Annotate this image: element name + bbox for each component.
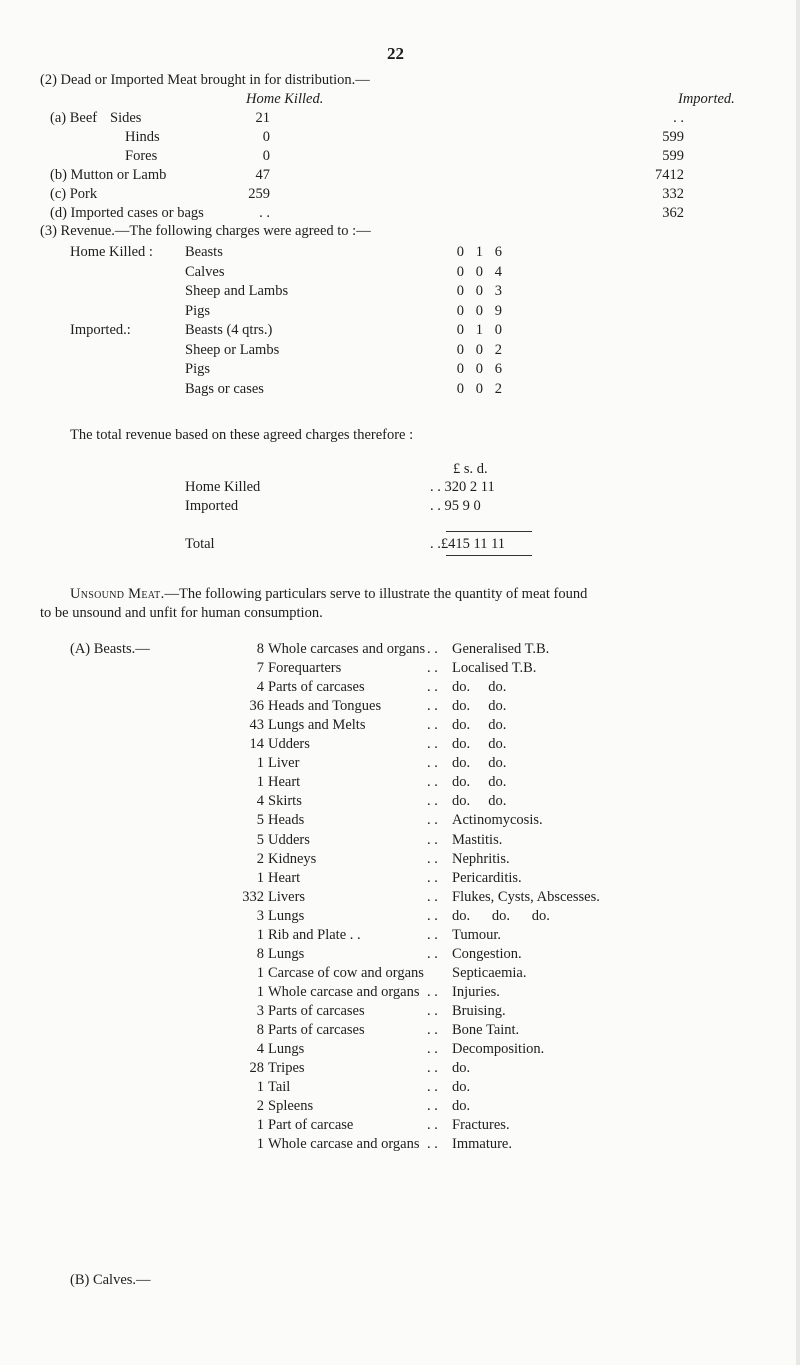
unsound-qty: 2 bbox=[256, 1098, 264, 1115]
page-number: 22 bbox=[387, 44, 404, 63]
unsound-item: Parts of carcases bbox=[268, 679, 365, 696]
unsound-item: Forequarters bbox=[268, 660, 342, 677]
unsound-dots: . . bbox=[427, 850, 438, 867]
revenue-pence: 9 bbox=[494, 302, 502, 319]
revenue-group-label: Imported.: bbox=[70, 322, 131, 338]
unsound-reason: do. do. bbox=[452, 793, 507, 810]
meat-imported-value: 599 bbox=[662, 129, 684, 145]
meat-home-value: 47 bbox=[255, 167, 270, 183]
unsound-line2: to be unsound and unfit for human consumption. bbox=[40, 605, 323, 621]
unsound-reason: do. do. do. bbox=[452, 907, 550, 924]
revenue-pence: 6 bbox=[494, 244, 502, 260]
unsound-reason: do. do. bbox=[452, 698, 507, 715]
revenue-shillings: 0 bbox=[475, 341, 483, 358]
unsound-dots: . . bbox=[427, 812, 438, 829]
meat-row-label: (d) Imported cases or bags bbox=[50, 205, 204, 221]
unsound-reason: Bruising. bbox=[452, 1002, 506, 1019]
unsound-qty: 8 bbox=[256, 945, 264, 962]
revenue-pence: 2 bbox=[494, 341, 502, 358]
unsound-item: Liver bbox=[268, 755, 300, 772]
unsound-dots: . . bbox=[427, 888, 438, 905]
unsound-dots: . . bbox=[427, 698, 438, 715]
unsound-reason: do. do. bbox=[452, 755, 507, 772]
unsound-dots: . . bbox=[427, 945, 438, 962]
unsound-item: Rib and Plate . . bbox=[268, 926, 361, 943]
total-sentence: The total revenue based on these agreed charges therefore : bbox=[70, 427, 414, 443]
unsound-reason: do. do. bbox=[452, 717, 507, 734]
revenue-pounds: 0 bbox=[456, 244, 464, 260]
unsound-reason: do. bbox=[452, 1098, 471, 1115]
meat-home-value: . . bbox=[259, 205, 270, 221]
unsound-qty: 8 bbox=[256, 641, 264, 657]
revenue-item-name: Bags or cases bbox=[185, 380, 264, 397]
unsound-reason: do. do. bbox=[452, 679, 507, 696]
total-label: Total bbox=[185, 536, 215, 552]
unsound-dots: . . bbox=[427, 717, 438, 734]
unsound-dots: . . bbox=[427, 660, 438, 677]
unsound-reason: do. do. bbox=[452, 774, 507, 791]
unsound-dots: . . bbox=[427, 1022, 438, 1038]
revenue-item-name: Beasts bbox=[185, 244, 223, 260]
meat-row-sub: Hinds bbox=[125, 129, 160, 145]
unsound-reason: Nephritis. bbox=[452, 850, 510, 867]
unsound-dots: . . bbox=[427, 926, 438, 943]
unsound-line1: —The following particulars serve to illustrate the quantity of meat found bbox=[164, 586, 588, 602]
unsound-reason: Actinomycosis. bbox=[452, 812, 543, 829]
calves-label: (B) Calves.— bbox=[70, 1272, 151, 1288]
unsound-title: Unsound Meat. bbox=[70, 586, 165, 602]
unsound-qty: 3 bbox=[256, 907, 264, 924]
unsound-qty: 5 bbox=[256, 812, 264, 829]
unsound-qty: 3 bbox=[256, 1002, 264, 1019]
unsound-item: Lungs bbox=[268, 1041, 305, 1058]
revenue-pounds: 0 bbox=[456, 361, 464, 377]
revenue-pence: 2 bbox=[494, 380, 502, 397]
unsound-reason: do. bbox=[452, 1079, 471, 1096]
revenue-shillings: 0 bbox=[475, 380, 483, 397]
unsound-qty: 1 bbox=[256, 926, 264, 943]
unsound-reason: Localised T.B. bbox=[452, 660, 537, 677]
unsound-dots: . . bbox=[427, 755, 438, 772]
unsound-qty: 4 bbox=[256, 1041, 264, 1058]
unsound-item: Whole carcase and organs bbox=[268, 1136, 420, 1153]
unsound-item: Parts of carcases bbox=[268, 1002, 365, 1019]
unsound-reason: Mastitis. bbox=[452, 831, 503, 848]
unsound-item: Udders bbox=[268, 736, 310, 753]
unsound-item: Livers bbox=[268, 888, 306, 905]
unsound-dots: . . bbox=[427, 869, 438, 886]
beasts-label: (A) Beasts.— bbox=[70, 641, 150, 657]
unsound-reason: do. do. bbox=[452, 736, 507, 753]
meat-row-label: (a) Beef bbox=[50, 110, 98, 126]
unsound-qty: 7 bbox=[256, 660, 264, 677]
meat-home-value: 0 bbox=[262, 148, 270, 164]
unsound-qty: 43 bbox=[249, 717, 264, 734]
unsound-reason: Decomposition. bbox=[452, 1041, 545, 1058]
unsound-item: Skirts bbox=[268, 793, 302, 810]
unsound-reason: Injuries. bbox=[452, 983, 500, 1000]
revenue-pence: 6 bbox=[494, 361, 502, 377]
unsound-qty: 1 bbox=[256, 755, 264, 772]
unsound-reason: Immature. bbox=[452, 1136, 512, 1153]
revenue-pence: 0 bbox=[494, 322, 502, 338]
revenue-shillings: 0 bbox=[475, 302, 483, 319]
unsound-reason: Tumour. bbox=[452, 926, 502, 943]
revenue-shillings: 0 bbox=[475, 263, 483, 280]
unsound-reason: do. bbox=[452, 1060, 471, 1077]
revenue-pence: 4 bbox=[494, 263, 502, 280]
unsound-dots: . . bbox=[427, 983, 438, 1000]
unsound-dots: . . bbox=[427, 1098, 438, 1115]
unsound-qty: 1 bbox=[256, 774, 264, 791]
unsound-item: Spleens bbox=[268, 1098, 314, 1115]
unsound-qty: 4 bbox=[256, 679, 264, 696]
unsound-paragraph bbox=[70, 586, 587, 603]
unsound-item: Tail bbox=[268, 1079, 291, 1096]
unsound-dots: . . bbox=[427, 679, 438, 696]
unsound-item: Whole carcases and organs bbox=[268, 641, 426, 657]
unsound-qty: 332 bbox=[242, 888, 264, 905]
unsound-reason: Flukes, Cysts, Abscesses. bbox=[452, 888, 600, 905]
meat-imported-value: 362 bbox=[662, 205, 684, 221]
unsound-reason: Bone Taint. bbox=[452, 1022, 520, 1038]
revenue-shillings: 0 bbox=[475, 283, 483, 299]
unsound-dots: . . bbox=[427, 1002, 438, 1019]
total-rule-top bbox=[446, 531, 532, 532]
unsound-item: Parts of carcases bbox=[268, 1022, 365, 1038]
unsound-qty: 28 bbox=[249, 1060, 264, 1077]
revenue-shillings: 1 bbox=[475, 322, 483, 338]
revenue-group-label: Home Killed : bbox=[70, 244, 153, 260]
unsound-item: Heads bbox=[268, 812, 305, 829]
meat-home-value: 0 bbox=[262, 129, 270, 145]
unsound-qty: 14 bbox=[249, 736, 264, 753]
unsound-qty: 8 bbox=[256, 1022, 264, 1038]
meat-imported-value: 599 bbox=[662, 148, 684, 164]
total-rule-bottom bbox=[446, 555, 532, 556]
unsound-dots: . . bbox=[427, 831, 438, 848]
unsound-item: Heads and Tongues bbox=[268, 698, 382, 715]
unsound-qty: 4 bbox=[256, 793, 264, 810]
revenue-item-name: Sheep and Lambs bbox=[185, 283, 289, 299]
revenue-pounds: 0 bbox=[456, 283, 464, 299]
section2-heading: (2) Dead or Imported Meat brought in for distribution.— bbox=[40, 72, 370, 88]
unsound-qty: 36 bbox=[249, 698, 264, 715]
unsound-dots: . . bbox=[427, 641, 438, 657]
unsound-qty: 1 bbox=[256, 983, 264, 1000]
meat-home-value: 259 bbox=[248, 186, 270, 202]
revenue-item-name: Sheep or Lambs bbox=[185, 341, 280, 358]
unsound-qty: 2 bbox=[256, 850, 264, 867]
meat-row-label: (b) Mutton or Lamb bbox=[50, 167, 167, 183]
money-header: £ s. d. bbox=[453, 461, 488, 477]
unsound-reason: Septicaemia. bbox=[452, 964, 527, 981]
unsound-item: Lungs and Melts bbox=[268, 717, 366, 734]
unsound-item: Heart bbox=[268, 774, 301, 791]
unsound-dots: . . bbox=[427, 1136, 438, 1153]
revenue-pence: 3 bbox=[494, 283, 502, 299]
revenue-pounds: 0 bbox=[456, 263, 464, 280]
revenue-shillings: 0 bbox=[475, 361, 483, 377]
revenue-item-name: Pigs bbox=[185, 361, 210, 377]
revenue-item-name: Pigs bbox=[185, 302, 210, 319]
unsound-dots: . . bbox=[427, 907, 438, 924]
meat-imported-value: 7412 bbox=[655, 167, 684, 183]
col-imported: Imported. bbox=[678, 91, 735, 107]
unsound-qty: 1 bbox=[256, 869, 264, 886]
unsound-reason: Pericarditis. bbox=[452, 869, 522, 886]
meat-imported-value: . . bbox=[673, 110, 684, 126]
total-value: . . 320 2 11 bbox=[430, 479, 495, 495]
unsound-qty: 1 bbox=[256, 1117, 264, 1134]
unsound-qty: 1 bbox=[256, 1136, 264, 1153]
unsound-item: Whole carcase and organs bbox=[268, 983, 420, 1000]
unsound-dots: . . bbox=[427, 1117, 438, 1134]
revenue-pounds: 0 bbox=[456, 341, 464, 358]
revenue-pounds: 0 bbox=[456, 322, 464, 338]
meat-home-value: 21 bbox=[255, 110, 270, 126]
unsound-reason: Generalised T.B. bbox=[452, 641, 550, 657]
unsound-dots: . . bbox=[427, 1079, 438, 1096]
total-value: . .£415 11 11 bbox=[430, 536, 506, 552]
unsound-dots: . . bbox=[427, 1041, 438, 1058]
unsound-item: Kidneys bbox=[268, 850, 317, 867]
revenue-item-name: Calves bbox=[185, 263, 225, 280]
meat-row-sub: Fores bbox=[125, 148, 158, 164]
unsound-dots: . . bbox=[427, 793, 438, 810]
unsound-item: Lungs bbox=[268, 945, 305, 962]
total-value: . . 95 9 0 bbox=[430, 498, 481, 514]
unsound-dots: . . bbox=[427, 1060, 438, 1077]
meat-row-sub: Sides bbox=[110, 110, 142, 126]
unsound-item: Lungs bbox=[268, 907, 305, 924]
unsound-qty: 1 bbox=[256, 1079, 264, 1096]
unsound-item: Heart bbox=[268, 869, 301, 886]
revenue-pounds: 0 bbox=[456, 302, 464, 319]
unsound-dots: . . bbox=[427, 736, 438, 753]
section3-heading: (3) Revenue.—The following charges were agreed to :— bbox=[40, 223, 371, 239]
unsound-item: Tripes bbox=[268, 1060, 305, 1077]
unsound-reason: Congestion. bbox=[452, 945, 522, 962]
unsound-reason: Fractures. bbox=[452, 1117, 510, 1134]
revenue-item-name: Beasts (4 qtrs.) bbox=[185, 322, 273, 338]
revenue-shillings: 1 bbox=[475, 244, 483, 260]
total-label: Home Killed bbox=[185, 479, 261, 495]
col-home-killed: Home Killed. bbox=[246, 91, 324, 107]
unsound-qty: 5 bbox=[256, 831, 264, 848]
total-label: Imported bbox=[185, 498, 239, 514]
page-edge bbox=[796, 0, 800, 1365]
unsound-item: Udders bbox=[268, 831, 310, 848]
meat-imported-value: 332 bbox=[662, 186, 684, 202]
revenue-pounds: 0 bbox=[456, 380, 464, 397]
meat-row-label: (c) Pork bbox=[50, 186, 98, 202]
unsound-dots: . . bbox=[427, 774, 438, 791]
unsound-qty: 1 bbox=[256, 964, 264, 981]
unsound-item: Part of carcase bbox=[268, 1117, 354, 1134]
unsound-item: Carcase of cow and organs bbox=[268, 964, 424, 981]
